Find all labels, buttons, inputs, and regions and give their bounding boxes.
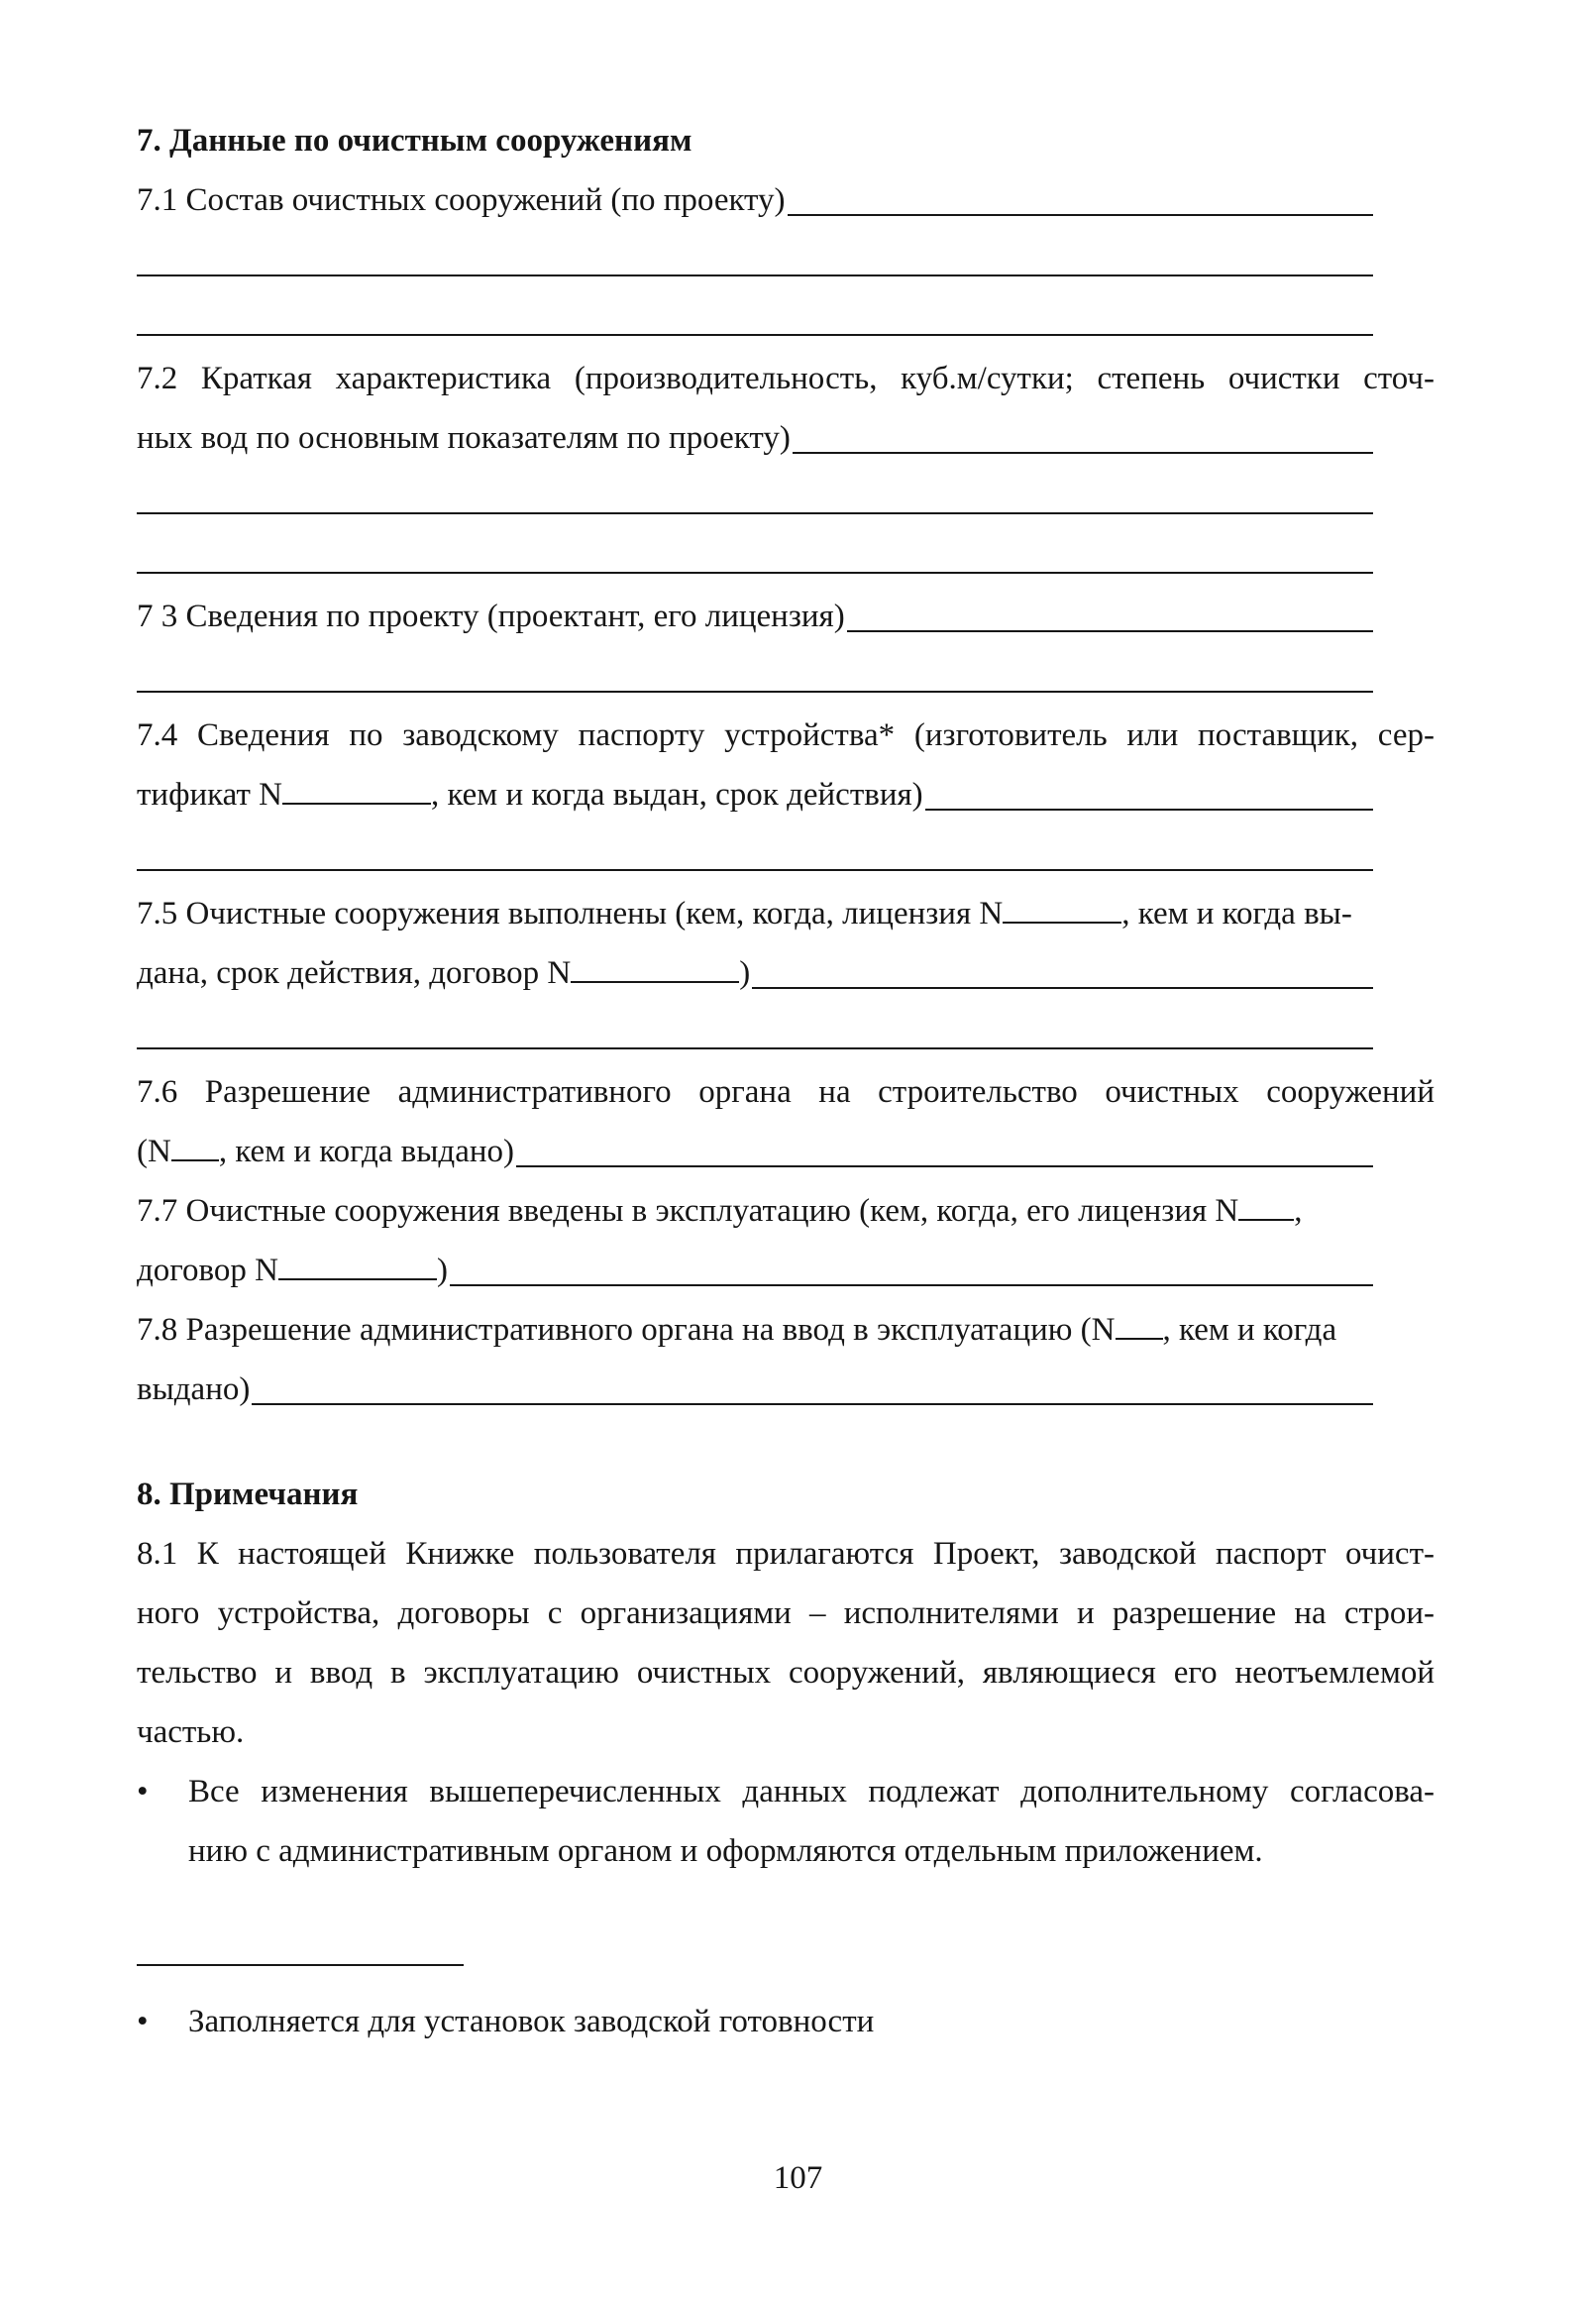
field-7-1-blank-line-1[interactable] [137,230,1435,289]
field-7-7-line-1 [137,1181,1435,1241]
footnote-text: Заполняется для установок заводской готовности [188,2004,875,2039]
field-7-5-line-2 [137,943,1435,1003]
permit-number-field-7-6[interactable] [171,1126,219,1161]
permit-number-field-7-8[interactable] [1116,1304,1163,1340]
field-7-3-label: 7 3 Сведения по проекту (проектант, его лицензия) [137,599,845,634]
field-7-2-label-line-2: ных вод по основным показателям по проекту) [137,420,791,456]
license-number-field-7-7[interactable] [1238,1185,1294,1221]
footnote [137,1992,1435,2051]
note-8-1-line-3: тельство и ввод в эксплуатацию очистных сооружений, являющиеся его неотъемлемой [137,1655,1435,1691]
page-number: 107 [773,2160,823,2196]
field-7-7-close-paren: ) [436,1253,448,1288]
bullet-icon: • [137,1774,149,1809]
field-7-2 [137,408,1435,468]
note-bullet-line-1: Все изменения вышеперечисленных данных подлежат дополнительному согласова- [188,1774,1435,1809]
field-7-4-label-line-1: 7.4 Сведения по заводскому паспорту устройства* (изготовитель или поставщик, сер- [137,717,1435,753]
field-7-1-input-line[interactable] [788,184,1373,216]
field-7-6 [137,1122,1435,1181]
field-7-5-issued-label: , кем и когда вы- [1121,896,1352,931]
field-7-8-issued-label: , кем и когда [1162,1312,1337,1348]
field-7-1-blank-line-2[interactable] [137,289,1435,349]
field-7-1-label: 7.1 Состав очистных сооружений (по проекту) [137,182,786,218]
footnote-bullet-icon: • [137,2004,149,2039]
field-7-8-input-line[interactable] [252,1373,1373,1405]
field-7-7-line-2 [137,1241,1435,1300]
certificate-number-field[interactable] [282,769,431,805]
note-8-1-line-1: 8.1 К настоящей Книжке пользователя прилагаются Проект, заводской паспорт очист- [137,1536,1435,1572]
field-7-7-input-line[interactable] [450,1255,1373,1286]
field-7-6-number-label: (N [137,1134,171,1169]
license-number-field[interactable] [1003,888,1121,924]
field-7-4-input-line[interactable] [925,779,1373,811]
contract-number-field-7-5[interactable] [571,947,739,983]
field-7-2-blank-line-2[interactable] [137,527,1435,587]
field-7-7-contract-label: договор N [137,1253,278,1288]
field-7-8-line-2 [137,1360,1435,1419]
field-7-4-blank-line-1[interactable] [137,824,1435,884]
field-7-7-comma: , [1294,1193,1303,1229]
note-8-1-line-2: ного устройства, договоры с организациями – исполнителями и разрешение на строи- [137,1595,1435,1631]
field-7-3-input-line[interactable] [847,601,1373,632]
field-7-6-input-line[interactable] [516,1136,1373,1167]
field-7-5-contract-label: дана, срок действия, договор N [137,955,572,991]
note-8-1-line-4: частью. [137,1714,245,1750]
field-7-6-label-line-1: 7.6 Разрешение административного органа на строительство очистных сооружений [137,1074,1435,1110]
section-7-heading: 7. Данные по очистным сооружениям [137,123,692,159]
field-7-4 [137,765,1435,824]
section-spacer [137,1419,1435,1465]
field-7-4-certificate-label: тификат N [137,777,282,813]
field-7-7-label: 7.7 Очистные сооружения введены в эксплуатацию (кем, когда, его лицензия N [137,1193,1239,1229]
field-7-4-issued-label: , кем и когда выдан, срок действия) [430,777,923,813]
footnote-separator [137,1964,464,1966]
field-7-8-label: 7.8 Разрешение административного органа на ввод в эксплуатацию (N [137,1312,1116,1348]
section-8-heading: 8. Примечания [137,1477,359,1512]
note-bullet-line-2: нию с административным органом и оформляются отдельным приложением. [188,1833,1263,1869]
note-bullet [137,1762,1435,1881]
field-7-2-blank-line-1[interactable] [137,468,1435,527]
field-7-6-issued-label: , кем и когда выдано) [218,1134,515,1169]
field-7-2-input-line[interactable] [793,422,1373,454]
contract-number-field-7-7[interactable] [278,1245,437,1280]
field-7-3 [137,587,1435,646]
field-7-5-blank-line-1[interactable] [137,1003,1435,1062]
field-7-5-license-label: 7.5 Очистные сооружения выполнены (кем, когда, лицензия N [137,896,1004,931]
field-7-8-issued-continuation: выдано) [137,1371,251,1407]
field-7-3-blank-line-1[interactable] [137,646,1435,706]
field-7-2-label-line-1: 7.2 Краткая характеристика (производительность, куб.м/сутки; степень очистки сточ- [137,361,1435,396]
form-page [137,111,1435,2051]
field-7-8-line-1 [137,1300,1435,1360]
field-7-1 [137,170,1435,230]
field-7-5-close-paren: ) [739,955,751,991]
field-7-5-input-line[interactable] [752,957,1373,989]
field-7-5-line-1 [137,884,1435,943]
